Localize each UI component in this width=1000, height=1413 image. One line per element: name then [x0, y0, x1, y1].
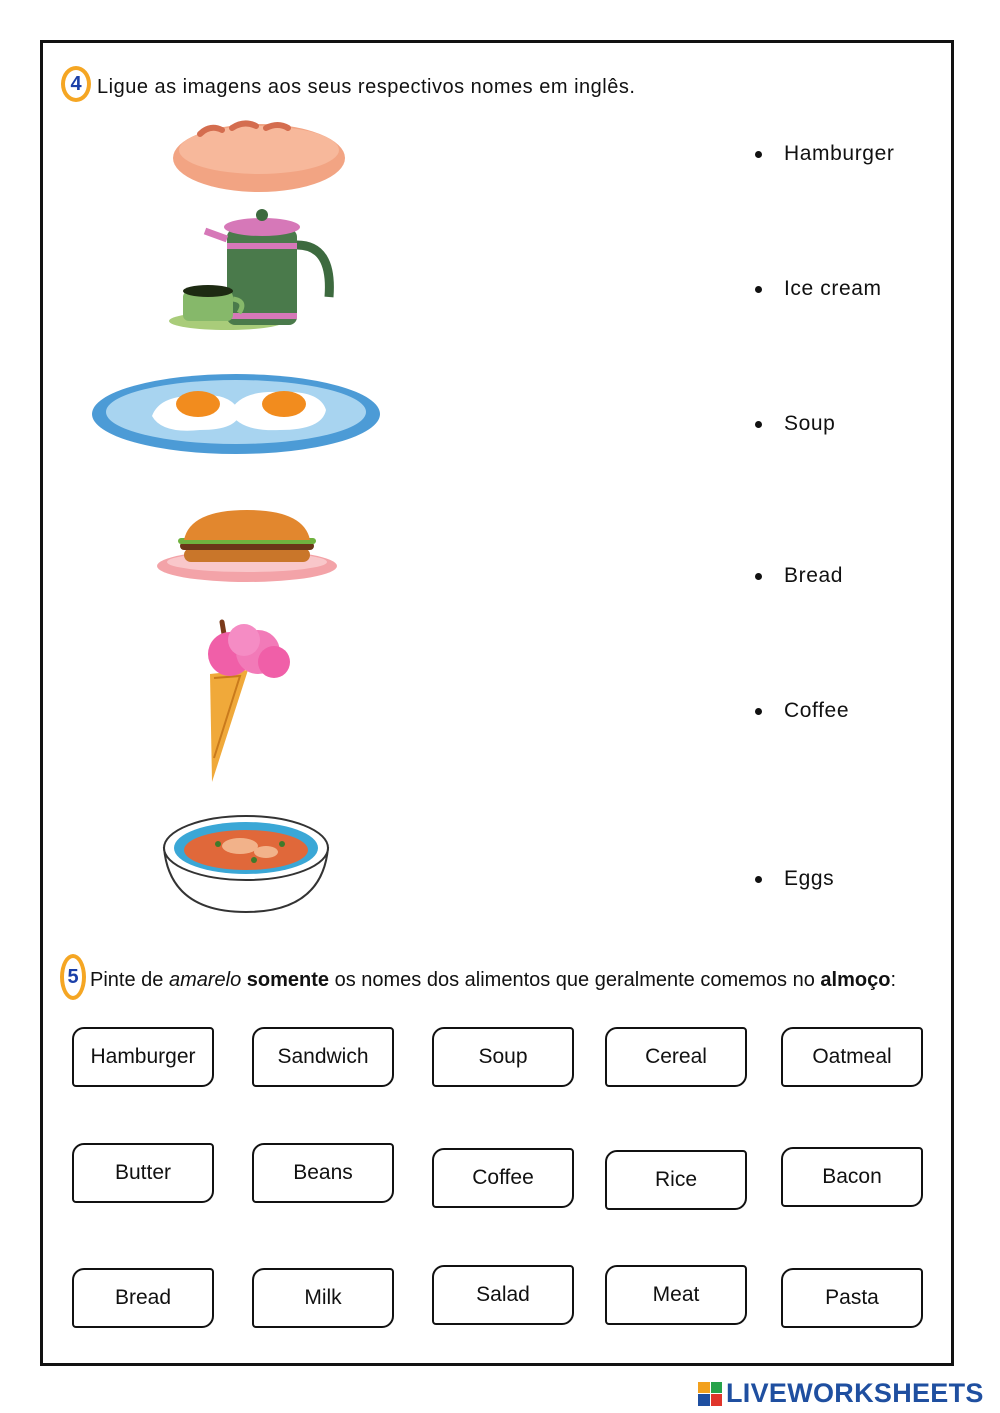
instruction-text: :	[890, 969, 896, 991]
word-box-bread[interactable]: Bread	[72, 1268, 214, 1328]
word-box-soup[interactable]: Soup	[432, 1027, 574, 1087]
word-box-beans[interactable]: Beans	[252, 1143, 394, 1203]
bullet-point	[755, 708, 762, 715]
word-box-salad[interactable]: Salad	[432, 1265, 574, 1325]
word-item-soup[interactable]	[755, 412, 835, 436]
bullet-point	[755, 151, 762, 158]
word-box-cereal[interactable]: Cereal	[605, 1027, 747, 1087]
word-item-coffee[interactable]	[755, 699, 849, 723]
coffee-picture	[165, 205, 340, 333]
word-label: Bread	[784, 564, 844, 587]
bullet-point	[755, 876, 762, 883]
hamburger-picture	[152, 508, 342, 588]
eggs-picture	[90, 372, 382, 456]
instruction-bold: almoço	[820, 969, 891, 991]
word-label: Hamburger	[784, 142, 895, 165]
instruction-bold: somente	[246, 969, 330, 991]
word-box-rice[interactable]: Rice	[605, 1150, 747, 1210]
soup-picture	[160, 808, 332, 916]
word-box-butter[interactable]: Butter	[72, 1143, 214, 1203]
word-item-ice-cream[interactable]	[755, 277, 882, 301]
bullet-point	[755, 286, 762, 293]
word-label: Ice cream	[784, 277, 882, 300]
word-box-oatmeal[interactable]: Oatmeal	[781, 1027, 923, 1087]
brand-name: LIVEWORKSHEETS	[726, 1378, 984, 1408]
word-item-eggs[interactable]	[755, 867, 834, 891]
word-label: Eggs	[784, 867, 835, 890]
bullet-point	[755, 573, 762, 580]
bullet-point	[755, 421, 762, 428]
word-box-hamburger[interactable]: Hamburger	[72, 1027, 214, 1087]
word-box-meat[interactable]: Meat	[605, 1265, 747, 1325]
exercise-5-number-badge	[60, 954, 86, 1000]
word-label: Coffee	[784, 699, 850, 722]
exercise-4-instruction: Ligue as imagens aos seus respectivos nomes em inglês.	[97, 76, 636, 98]
bread-picture	[170, 116, 348, 194]
word-box-coffee[interactable]: Coffee	[432, 1148, 574, 1208]
word-box-bacon[interactable]: Bacon	[781, 1147, 923, 1207]
instruction-text: os nomes dos alimentos que geralmente comemos no	[329, 969, 821, 991]
instruction-italic: amarelo	[168, 969, 242, 991]
word-box-milk[interactable]: Milk	[252, 1268, 394, 1328]
exercise-4-number: 4	[70, 72, 82, 95]
word-item-bread[interactable]	[755, 564, 843, 588]
instruction-text: Pinte de	[90, 969, 169, 991]
word-item-hamburger[interactable]	[755, 142, 894, 166]
exercise-5-instruction	[90, 969, 896, 992]
word-label: Soup	[784, 412, 836, 435]
ice-cream-picture	[200, 618, 296, 786]
exercise-4-number-badge	[61, 66, 91, 102]
liveworksheets-logo[interactable]	[698, 1378, 984, 1409]
liveworksheets-logo-icon	[698, 1382, 722, 1406]
word-box-sandwich[interactable]: Sandwich	[252, 1027, 394, 1087]
exercise-5-number: 5	[67, 965, 79, 988]
word-box-pasta[interactable]: Pasta	[781, 1268, 923, 1328]
